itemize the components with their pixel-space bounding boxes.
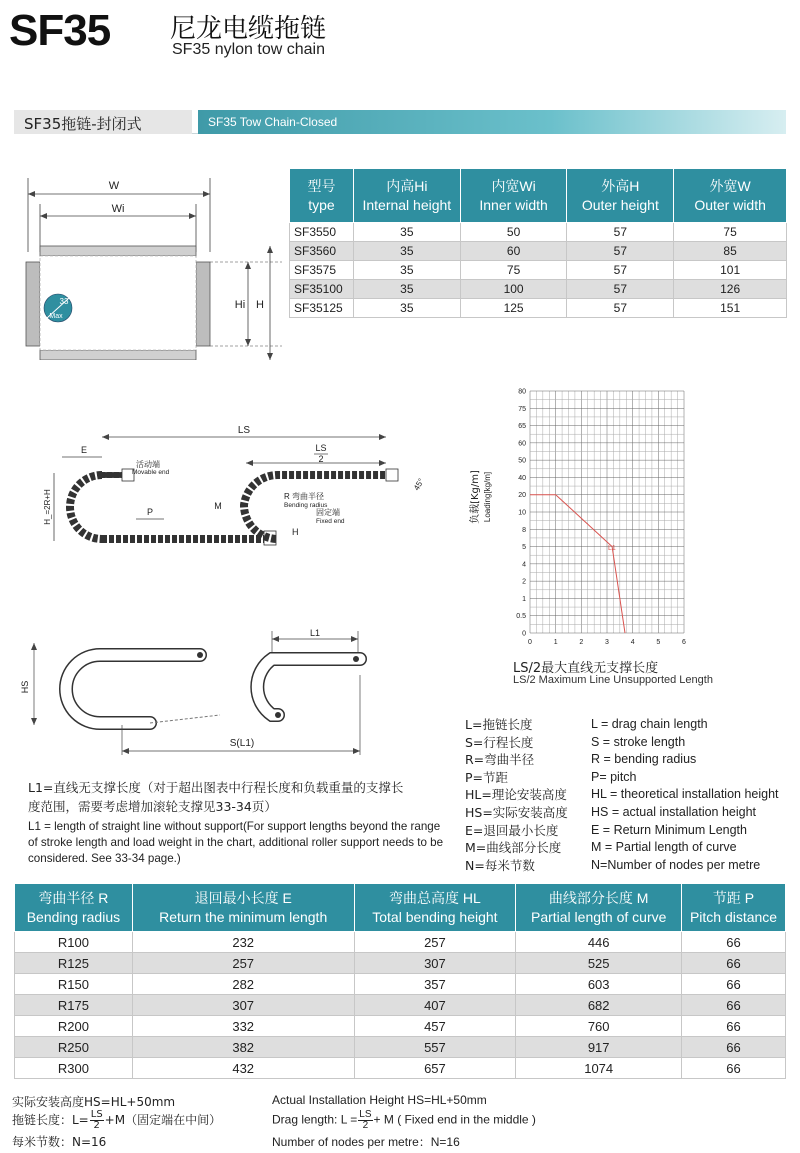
legend-item: N=Number of nodes per metre xyxy=(591,857,761,872)
cell: SF35100 xyxy=(290,280,354,299)
chart-caption-en: LS/2 Maximum Line Unsupported Length xyxy=(513,674,713,686)
cell: 557 xyxy=(354,1037,516,1058)
max-label: Max xyxy=(49,313,63,320)
cross-section-diagram xyxy=(14,170,284,360)
cell: 35 xyxy=(353,223,460,242)
footer-en-line3: Number of nodes per metre：N=16 xyxy=(272,1135,460,1149)
cell: R250 xyxy=(15,1037,133,1058)
cell: R150 xyxy=(15,974,133,995)
ls2-num: LS xyxy=(315,443,327,453)
angle-label: 45° xyxy=(411,477,426,492)
cell: 307 xyxy=(132,995,354,1016)
cell: 100 xyxy=(460,280,567,299)
cell: 682 xyxy=(516,995,682,1016)
movable-end-cn: 活动端 xyxy=(136,460,160,469)
y-tick-label: 65 xyxy=(518,423,526,431)
y-tick-label: 2 xyxy=(522,578,526,586)
cell: 407 xyxy=(354,995,516,1016)
cell: 917 xyxy=(516,1037,682,1058)
header-bending-radius: 弯曲半径 R Bending radius xyxy=(15,884,133,932)
header-outer-height: 外高H Outer height xyxy=(567,169,674,223)
cell: 66 xyxy=(682,953,786,974)
cell: R125 xyxy=(15,953,133,974)
cell: 57 xyxy=(567,261,674,280)
legend-item: R = bending radius xyxy=(591,752,697,767)
fraction: $\frac{LS}{2}$ xyxy=(90,1109,103,1131)
table-row xyxy=(15,932,786,953)
cell: 57 xyxy=(567,299,674,318)
h-small-label: H xyxy=(292,527,299,537)
cell: 282 xyxy=(132,974,354,995)
chart-caption-cn: LS/2最大直线无支撑长度 xyxy=(513,661,659,676)
footer-en-line2-a: Drag length: L = xyxy=(272,1112,358,1127)
fixed-end-en: Fixed end xyxy=(316,518,345,525)
ls2-den: 2 xyxy=(318,454,324,464)
cell: R175 xyxy=(15,995,133,1016)
y-tick-label: 0.5 xyxy=(516,613,526,621)
cell: 603 xyxy=(516,974,682,995)
cell: 60 xyxy=(460,242,567,261)
y-tick-label: 20 xyxy=(518,492,526,500)
cell: 66 xyxy=(682,995,786,1016)
table-row xyxy=(290,280,787,299)
l1-note-cn: L1=直线无支撑长度（对于超出图表中行程长度和负载重量的支撑长度范围，需要考虑增加滚轮支撑见33-34页） xyxy=(28,780,404,814)
footer-cn-line2 xyxy=(12,1110,221,1131)
bending-radius-cn: R 弯曲半径 xyxy=(284,492,324,501)
header-curve-length: 曲线部分长度 M Partial length of curve xyxy=(516,884,682,932)
section-label-cn: SF35拖链-封闭式 xyxy=(14,110,192,134)
header-pitch: 节距 P Pitch distance xyxy=(682,884,786,932)
cell: R100 xyxy=(15,932,133,953)
legend-item: HS = actual installation height xyxy=(591,804,757,819)
legend-item: HL = theoretical installation height xyxy=(591,787,779,802)
footer-en-line2-b: + M ( Fixed end in the middle ) xyxy=(373,1112,536,1127)
cell: 382 xyxy=(132,1037,354,1058)
cell: 257 xyxy=(132,953,354,974)
m-label: M xyxy=(214,501,222,511)
x-tick-label: 1 xyxy=(553,639,558,646)
table-row xyxy=(290,223,787,242)
cell: 57 xyxy=(567,280,674,299)
header-return-length: 退回最小长度 E Return the minimum length xyxy=(132,884,354,932)
table-row xyxy=(15,995,786,1016)
radius-header-row xyxy=(15,884,786,932)
cell: 307 xyxy=(354,953,516,974)
y-tick-label: 40 xyxy=(518,474,526,482)
cell: R300 xyxy=(15,1058,133,1079)
max-value: 33 xyxy=(59,297,69,306)
legend-item: M = Partial length of curve xyxy=(591,840,737,855)
cell: 66 xyxy=(682,1058,786,1079)
chart-ylabel-cn: 负载[Kg/m] xyxy=(470,470,481,524)
bending-radius-table xyxy=(14,883,786,1079)
load-chart xyxy=(466,385,726,655)
y-tick-label: 75 xyxy=(518,405,526,413)
cell: 446 xyxy=(516,932,682,953)
wi-label: Wi xyxy=(111,203,125,215)
cell: 50 xyxy=(460,223,567,242)
legend-item: L=拖链长度 xyxy=(465,717,533,732)
table-row xyxy=(15,1058,786,1079)
header-inner-width: 内宽Wi Inner width xyxy=(460,169,567,223)
h-label: H xyxy=(256,299,264,311)
ls-label: LS xyxy=(237,425,251,436)
cell: SF3560 xyxy=(290,242,354,261)
y-tick-label: 8 xyxy=(522,526,526,534)
movable-end-en: Movable end xyxy=(132,469,170,476)
x-tick-label: 5 xyxy=(656,639,661,646)
cell: 66 xyxy=(682,1037,786,1058)
hl-label: H_=2R+H xyxy=(43,489,52,525)
cell: R200 xyxy=(15,1016,133,1037)
cell: 257 xyxy=(354,932,516,953)
table-row xyxy=(15,1037,786,1058)
footer-en-line1: Actual Installation Height HS=HL+50mm xyxy=(272,1093,487,1107)
table-row xyxy=(15,953,786,974)
legend-cn xyxy=(465,716,568,874)
title-en: SF35 nylon tow chain xyxy=(172,41,325,58)
footer-cn-line1: 实际安装高度HS=HL+50mm xyxy=(12,1095,176,1109)
x-tick-label: 4 xyxy=(630,639,635,646)
legend-item: P= pitch xyxy=(591,769,637,784)
y-tick-label: 1 xyxy=(522,595,526,603)
y-tick-label: 5 xyxy=(522,544,526,552)
legend-item: M=曲线部分长度 xyxy=(465,840,562,856)
footer-en-line2 xyxy=(272,1110,536,1131)
legend-item: E=退回最小长度 xyxy=(465,822,559,838)
cell: 657 xyxy=(354,1058,516,1079)
legend-item: S=行程长度 xyxy=(465,734,534,750)
cell: 457 xyxy=(354,1016,516,1037)
header-outer-width: 外宽W Outer width xyxy=(674,169,787,223)
legend-en xyxy=(591,716,779,874)
cell: 57 xyxy=(567,223,674,242)
p-label: P xyxy=(146,507,154,517)
table-row xyxy=(15,1016,786,1037)
footer-cn-line3: 每米节数：N=16 xyxy=(12,1135,107,1149)
title-cn: 尼龙电缆拖链 xyxy=(170,14,327,44)
x-tick-label: 3 xyxy=(605,639,609,646)
footer-cn-line2-b: +M（固定端在中间） xyxy=(104,1113,222,1127)
cell: 66 xyxy=(682,1016,786,1037)
header-internal-height: 内高Hi Internal height xyxy=(353,169,460,223)
y-tick-label: 10 xyxy=(518,509,526,517)
fixed-end-cn: 固定端 xyxy=(316,508,340,517)
cell: 151 xyxy=(674,299,787,318)
y-tick-label: 4 xyxy=(522,561,526,569)
e-label: E xyxy=(80,445,88,455)
dimensions-table xyxy=(289,168,787,318)
legend-item: HL=理论安装高度 xyxy=(465,787,567,803)
dimensions-header-row xyxy=(290,169,787,223)
table-row xyxy=(290,242,787,261)
legend-item: R=弯曲半径 xyxy=(465,752,535,768)
cell: SF35125 xyxy=(290,299,354,318)
chart-ylabel-en: Loading[kg/m] xyxy=(483,471,492,523)
x-tick-label: 2 xyxy=(579,639,584,646)
s-label: S(L1) xyxy=(229,738,255,749)
y-tick-label: 50 xyxy=(518,457,526,465)
cell: SF3550 xyxy=(290,223,354,242)
cell: 35 xyxy=(353,280,460,299)
cell: 232 xyxy=(132,932,354,953)
install-diagram xyxy=(20,625,420,765)
table-row xyxy=(290,299,787,318)
header-type: 型号 type xyxy=(290,169,354,223)
series-label-l1: L1 xyxy=(608,545,616,552)
cell: 85 xyxy=(674,242,787,261)
y-tick-label: 0 xyxy=(522,630,526,638)
cell: 525 xyxy=(516,953,682,974)
cell: 101 xyxy=(674,261,787,280)
footer-cn-line2-a: 拖链长度：L= xyxy=(12,1113,89,1127)
cell: 35 xyxy=(353,242,460,261)
legend-item: E = Return Minimum Length xyxy=(591,822,747,837)
cell: 35 xyxy=(353,299,460,318)
cell: 66 xyxy=(682,932,786,953)
legend-item: HS=实际安装高度 xyxy=(465,804,568,820)
legend-item: N=每米节数 xyxy=(465,857,535,873)
bending-radius-en: Bending radius xyxy=(284,502,328,509)
cell: 1074 xyxy=(516,1058,682,1079)
product-code: SF35 xyxy=(9,6,111,55)
legend-item: L = drag chain length xyxy=(591,717,708,731)
cell: 35 xyxy=(353,261,460,280)
chain-side-diagram xyxy=(40,415,440,565)
cell: 75 xyxy=(674,223,787,242)
y-tick-label: 60 xyxy=(518,440,526,448)
l1-label: L1 xyxy=(309,628,321,638)
fraction: $\frac{LS}{2}$ xyxy=(359,1109,372,1131)
section-label-en: SF35 Tow Chain-Closed xyxy=(198,110,786,134)
hs-label: HS xyxy=(20,680,30,694)
cell: 332 xyxy=(132,1016,354,1037)
table-row xyxy=(15,974,786,995)
cell: 66 xyxy=(682,974,786,995)
hi-label: Hi xyxy=(234,299,246,311)
legend-item: P=节距 xyxy=(465,769,509,785)
cell: SF3575 xyxy=(290,261,354,280)
w-label: W xyxy=(108,180,120,192)
cell: 125 xyxy=(460,299,567,318)
legend-item: S = stroke length xyxy=(591,734,686,749)
table-row xyxy=(290,261,787,280)
cell: 126 xyxy=(674,280,787,299)
cell: 760 xyxy=(516,1016,682,1037)
x-tick-label: 0 xyxy=(528,639,532,646)
y-tick-label: 80 xyxy=(518,388,526,396)
cell: 57 xyxy=(567,242,674,261)
cell: 432 xyxy=(132,1058,354,1079)
x-tick-label: 6 xyxy=(682,639,686,646)
section-bar xyxy=(14,110,786,134)
cell: 357 xyxy=(354,974,516,995)
l1-note-en: L1 = length of straight line without support(For support lengths beyond the range of stroke length and load weight in the chart, additional roller support needs to be considered. See 33-34 page.) xyxy=(28,820,444,865)
header-bending-height: 弯曲总高度 HL Total bending height xyxy=(354,884,516,932)
cell: 75 xyxy=(460,261,567,280)
